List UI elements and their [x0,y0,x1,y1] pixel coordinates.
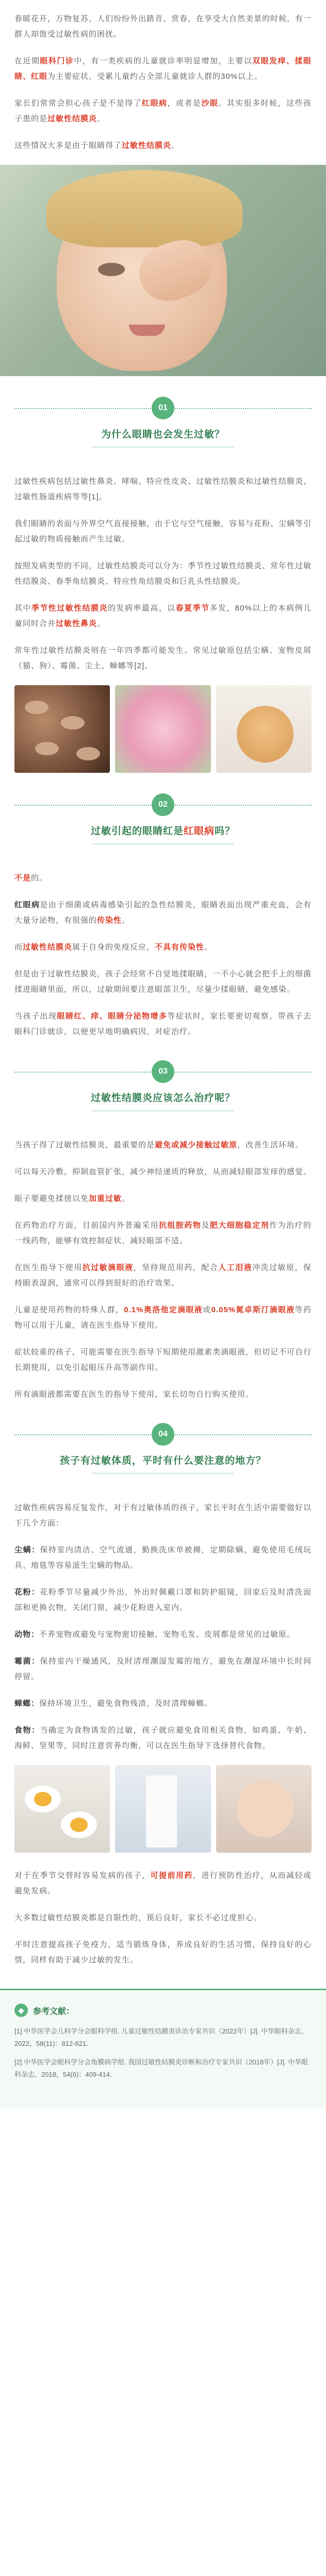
text: 。 [122,1194,131,1203]
text: 这些情况大多是由于眼睛得了 [14,141,122,150]
section-3-paragraph-5 [14,1260,312,1291]
text: ，坚持规范用药，配合 [133,1263,219,1272]
section-2-paragraph-5 [14,1009,312,1040]
highlight-text: 过敏性结膜炎 [47,114,97,123]
highlight-text: 加重过敏 [89,1194,122,1203]
text: 在医生指导下使用 [14,1263,83,1272]
text: 。其实很多时候，这些孩子患的是 [14,99,312,123]
section-number-badge: 04 [152,1423,174,1446]
highlight-text: 抗过敏滴眼液 [82,1263,134,1272]
tip-label: 花粉： [14,1588,40,1597]
text: 等症状时，家长要密切观察，带孩子去眼科门诊就诊，以便更早地明确病因，对症治疗。 [14,1012,312,1036]
highlight-text: 可提前用药 [150,1871,193,1880]
tip-label: 蟑螂： [14,1699,40,1708]
highlight-text: 不具有传染性 [155,943,205,952]
section-1-body [0,474,326,674]
child-eye-shape [98,263,125,276]
section-4-paragraph-2 [14,1868,312,1899]
text: 及 [201,1221,210,1230]
section-3-paragraph-7: 症状较重的孩子，可能需要在医生指导下短期使用激素类滴眼液，但切记不可自行长期使用，以免引起眼压升高等副作用。 [14,1348,312,1372]
highlight-text: 避免或减少接触过敏原 [155,1141,238,1149]
text: 为主要症状，受累儿童约占全部儿童就诊人群的30%以上。 [47,72,263,81]
highlight-text: 0.05%氮卓斯汀滴眼液 [211,1306,295,1314]
text: 当孩子得了过敏性结膜炎，最重要的是 [14,1141,155,1149]
section-number-badge: 03 [152,1060,174,1083]
bold-text: 红眼病 [14,901,40,909]
tip-label: 动物： [14,1630,40,1639]
book-icon: ◆ [14,2004,28,2017]
milk-glass-shape [146,1775,177,1848]
reference-item: [2] 中华医学会眼科学分会角膜病学组. 我国过敏性结膜炎诊断和治疗专家共识（2018年）[J]. 中华眼科杂志，2018，54(6)：409-414. [14,2058,308,2078]
text: 在药物治疗方面，目前国内外普遍采用 [14,1221,159,1230]
highlight-text: 人工泪液 [218,1263,253,1272]
section-number-badge: 02 [152,793,174,816]
section-header-1 [14,397,312,459]
text: 而 [14,943,23,952]
highlight-text: 沙眼 [201,99,219,108]
text: 冲洗过敏原，保持眼表湿润，通常可以得到很好的治疗效果。 [14,1263,312,1287]
child-mouth-shape [129,325,165,336]
tip-text: 当确定为食物诱发的过敏，孩子就应避免食用相关食物，如鸡蛋、牛奶、海鲜、坚果等，同时注意营养均衡，可以在医生指导下选择替代食物。 [14,1726,312,1750]
intro-paragraph-4 [14,138,312,154]
section-4-paragraph-1: 过敏性疾病容易反复发作，对于有过敏体质的孩子，家长平时在生活中需要做好以下几个方面： [14,1503,312,1528]
intro-paragraph-1: 春暖花开，万物复苏，人们纷纷外出踏青、赏春，在享受大自然美景的时候，有一群人却饱受过敏性病的困扰。 [14,14,312,39]
text: ，改善生活环境。 [237,1141,304,1149]
text: 或 [203,1306,211,1314]
references-label: 参考文献： [33,2007,75,2016]
highlight-text: 过敏性鼻炎 [56,619,97,628]
title-underline [92,843,234,845]
text: 的。 [31,874,48,883]
section-1-paragraph-1: 过敏性疾病包括过敏性鼻炎、哮喘、特应性皮炎、过敏性结膜炎和过敏性结膜炎、过敏性肠道疾病等等[1]。 [14,477,312,501]
title-underline [92,1110,234,1112]
highlight-text: 过敏性结膜炎 [122,141,172,150]
text: 是由于细菌或病毒感染引起的急性结膜炎，眼睛表面出现严重充血，会有大量分泌物，有很强的 [14,901,312,925]
peach-blossom-image [115,685,210,773]
text: ，或者是 [167,99,202,108]
baby-image [216,1765,312,1853]
text: 对于在季节交替时容易发病的孩子， [14,1871,151,1880]
highlight-text: 眼睛红、痒、眼睛分泌物增多 [57,1012,168,1021]
seed-shape [25,701,48,714]
section-title [14,823,312,837]
text: 。 [97,114,106,123]
section-2-paragraph-4: 但是由于过敏性结膜炎，孩子会经常不自觉地揉眼睛，一不小心就会把手上的细菌揉进眼睛里面，所以，过敏期间要注意眼部卫生，尽量少揉眼睛，避免感染。 [14,970,312,994]
seed-shape [76,747,100,760]
reference-item: [1] 中华医学会儿科学分会眼科学组. 儿童过敏性结膜炎诊治专家共识（2022年）[J]. 中华眼科杂志，2022，58(11)：812-821. [14,2027,308,2047]
section-header-2 [14,793,312,855]
text: 。 [97,619,106,628]
text: 其中 [14,604,31,613]
intro-paragraph-3 [14,96,312,127]
section-3-paragraph-3 [14,1191,312,1207]
section-title: 过敏性结膜炎应该怎么治疗呢？ [90,1093,235,1104]
allergen-tip-item [14,1723,312,1754]
title-highlight: 红眼病 [183,826,215,837]
highlight-text: 传染性 [97,916,122,925]
section-1-paragraph-2: 我们眼睛的表面与外界空气直接接触，由于它与空气接触，容易与花粉、尘螨等引起过敏的物质接触而产生过敏。 [14,519,312,544]
text: ，进行预防性治疗，从而减轻或避免发病。 [14,1871,312,1895]
section-2-paragraph-3 [14,940,312,955]
tip-text: 保持室内清洁、空气流通，勤换洗床单被褥，定期除螨，避免使用毛绒玩具、地毯等容易滋生尘螨的物品。 [14,1546,312,1570]
milk-image [115,1765,210,1853]
highlight-text: 眼科门诊 [40,57,74,65]
highlight-text: 季节性过敏性结膜炎 [31,604,108,613]
seed-shape [35,742,59,755]
highlight-text: 春夏季节 [175,604,210,613]
section-4-body [0,1500,326,1754]
text: 的发病率最高，以 [107,604,176,613]
yolk-shape [34,1792,52,1806]
allergen-image-row [14,685,312,773]
child-hair-shape [46,170,242,247]
text: 。 [122,916,131,925]
section-3-paragraph-8: 所有滴眼液都需要在医生的指导下使用，家长切勿自行购买使用。 [14,1390,254,1399]
highlight-text: 过敏性结膜炎 [23,943,73,952]
section-1-paragraph-3: 按照发病类型的不同，过敏性结膜炎可以分为：季节性过敏性结膜炎、常年性过敏性结膜炎、春季角结膜炎、特应性角结膜炎和巨乳头性结膜炎。 [14,562,312,586]
text: 家长们常常会担心孩子是不是得了 [14,99,142,108]
section-number-badge: 01 [152,397,174,419]
text: 属于自身的免疫反应， [72,943,155,952]
title-text: 吗？ [215,826,236,837]
section-header-4 [14,1423,312,1485]
boiled-eggs-image [14,1765,110,1853]
section-3-paragraph-4 [14,1218,312,1249]
tip-label: 霉菌： [14,1657,40,1666]
section-header-3 [14,1060,312,1122]
title-underline [92,1472,234,1475]
section-2-paragraph-1 [14,871,312,886]
text: 眼子要避免揉搓以免 [14,1194,89,1203]
text: 多发，80%以上的本病例儿童同时合并 [14,604,312,628]
puppy-shape [237,706,294,762]
allergen-tip-item [14,1543,312,1573]
text: 作为治疗的一线药物，能够有效控制症状、减轻眼部不适。 [14,1221,312,1245]
tip-text: 不养宠物或避免与宠物密切接触，宠物毛发、皮屑都是常见的过敏原。 [39,1630,296,1639]
section-3-paragraph-1 [14,1138,312,1153]
highlight-text: 红眼病 [142,99,168,108]
seeds-image [14,685,110,773]
highlight-text: 肥大细胞稳定剂 [209,1221,270,1230]
tip-text: 保持室内干燥通风，及时清理潮湿发霉的地方，避免在潮湿环境中长时间停留。 [14,1657,312,1681]
section-3-paragraph-6 [14,1302,312,1333]
tip-label: 食物： [14,1726,40,1735]
section-title: 孩子有过敏体质，平时有什么要注意的地方？ [59,1455,266,1466]
baby-head-shape [237,1781,294,1837]
yolk-shape [70,1818,88,1832]
text: 儿童是使用药物的特殊人群， [14,1306,124,1314]
text: 中，有一类疾病的儿童就诊率明显增加，主要以 [74,57,253,65]
child-rubbing-eye-image [0,165,326,376]
highlight-text: 抗组胺药物 [158,1221,202,1230]
highlight-text: 双眼发痒、揉眼睛、红眼 [14,57,312,81]
section-2-body [0,871,326,1040]
allergen-tip-item [14,1585,312,1616]
highlight-text: 0.1%奥洛他定滴眼液 [124,1306,203,1314]
text: 当孩子出现 [14,1012,57,1021]
text: 在近期 [14,57,40,65]
allergen-tip-item [14,1696,312,1711]
section-title: 为什么眼睛也会发生过敏？ [101,429,225,440]
allergen-tip-item [14,1654,312,1685]
title-underline [92,446,234,448]
tip-text: 花粉季节尽量减少外出，外出时佩戴口罩和防护眼镜，回家后及时清洗面部和更换衣物，关闭门窗，减少花粉进入室内。 [14,1588,312,1612]
seed-shape [61,716,85,730]
section-4-closing [0,1868,326,1968]
references-block [0,1989,326,2108]
references-header [14,2004,312,2017]
food-image-row [14,1765,312,1853]
section-3-body [0,1138,326,1402]
section-2-paragraph-2 [14,897,312,928]
text: 等药物可以用于儿童，请在医生指导下使用。 [14,1306,312,1330]
tip-label: 尘螨： [14,1546,40,1554]
highlight-text: 不是 [14,874,31,883]
intro-paragraph-2 [14,54,312,84]
intro-section [0,0,326,154]
section-1-paragraph-5: 常年性过敏性结膜炎则在一年四季都可能发生。常见过敏原包括尘螨、宠物皮屑（猫、狗）、霉菌、尘土、蟑螂等[2]。 [14,646,312,670]
section-3-paragraph-2: 可以每天冷敷，抑制血管扩张，减少神经递质的释放，从而减轻眼部发痒的感觉。 [14,1167,312,1176]
tip-text: 保持环境卫生，避免食物残渣，及时清理蟑螂。 [39,1699,213,1708]
section-1-paragraph-4 [14,601,312,632]
section-4-paragraph-3: 大多数过敏性结膜炎都是自限性的，预后良好，家长不必过度担心。 [14,1913,263,1922]
text: 。 [171,141,180,150]
allergen-tip-item [14,1627,312,1642]
puppy-image [216,685,312,773]
text: 。 [204,943,213,952]
title-text: 过敏引起的眼睛红是 [90,826,184,837]
section-4-paragraph-4: 平时注意提高孩子免疫力，适当锻炼身体，养成良好的生活习惯，保持良好的心情，同样有助于减少过敏的发生。 [14,1940,312,1964]
